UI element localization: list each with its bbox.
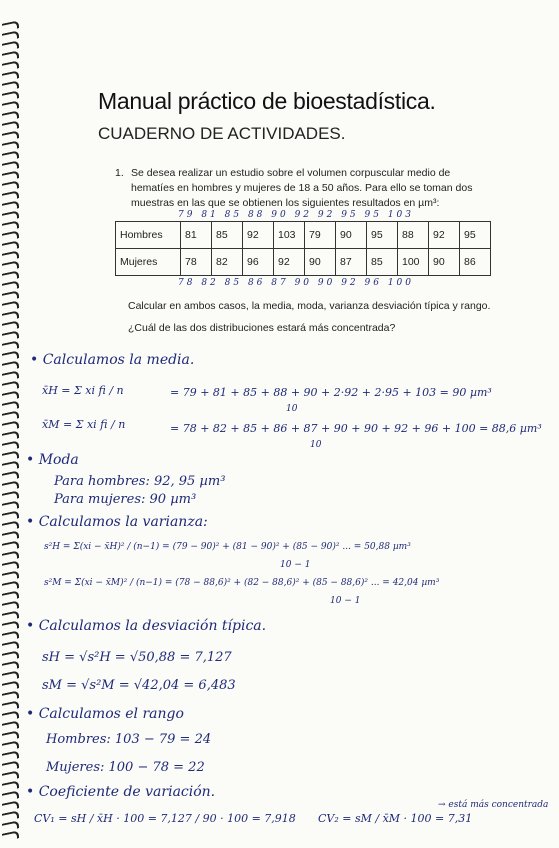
table-cell: 81 [181, 222, 212, 249]
spiral-ring [2, 780, 19, 792]
media-m-formula: x̄M = Σ xi fi / n [42, 418, 126, 431]
spiral-ring [2, 520, 19, 532]
spiral-ring [2, 660, 19, 672]
table-cell: 95 [460, 222, 491, 249]
spiral-ring [2, 700, 19, 712]
spiral-ring [2, 400, 19, 412]
spiral-ring [2, 440, 19, 452]
spiral-ring [2, 690, 19, 702]
spiral-ring [2, 670, 19, 682]
spiral-ring [2, 330, 19, 342]
spiral-ring [2, 110, 19, 122]
spiral-ring [2, 550, 19, 562]
spiral-ring [2, 20, 19, 32]
spiral-ring [2, 150, 19, 162]
cv-women: CV₂ = sM / x̄M · 100 = 7,31 [318, 812, 473, 825]
spiral-ring [2, 170, 19, 182]
spiral-ring [2, 540, 19, 552]
spiral-ring [2, 510, 19, 522]
table-cell: 92 [243, 222, 274, 249]
spiral-ring [2, 420, 19, 432]
sorted-women-annotation: 78 82 85 86 87 90 90 92 96 100 [178, 278, 414, 288]
spiral-ring [2, 450, 19, 462]
spiral-ring [2, 390, 19, 402]
spiral-ring [2, 300, 19, 312]
exercise-statement [115, 166, 485, 211]
page-title: Manual práctico de bioestadística. [98, 88, 436, 114]
table-row-label: Mujeres [116, 249, 181, 276]
instruction-1: Calcular en ambos casos, la media, moda, varianza desviación típica y rango. [128, 300, 491, 312]
spiral-ring [2, 280, 19, 292]
spiral-ring [2, 120, 19, 132]
table-cell: 85 [212, 222, 243, 249]
varianza-women-denominator: 10 − 1 [330, 596, 361, 606]
spiral-ring [2, 60, 19, 72]
table-cell: 86 [460, 249, 491, 276]
spiral-ring [2, 800, 19, 812]
spiral-ring [2, 720, 19, 732]
spiral-ring [2, 760, 19, 772]
media-m-denominator: 10 [310, 440, 322, 450]
spiral-ring [2, 790, 19, 802]
spiral-ring [2, 310, 19, 322]
spiral-ring [2, 140, 19, 152]
table-cell: 92 [429, 222, 460, 249]
spiral-ring [2, 270, 19, 282]
table-cell: 103 [274, 222, 305, 249]
moda-men: Para hombres: 92, 95 µm³ [54, 474, 226, 489]
spiral-ring [2, 370, 19, 382]
spiral-ring [2, 750, 19, 762]
spiral-ring [2, 830, 19, 842]
varianza-women: s²M = Σ(xi − x̄M)² / (n−1) = (78 − 88,6)² + (82 − 88,6)² + (85 − 88,6)² ... = 42,04 µm³ [44, 578, 440, 588]
table-row [116, 222, 491, 249]
spiral-ring [2, 770, 19, 782]
spiral-ring [2, 470, 19, 482]
rango-women: Mujeres: 100 − 78 = 22 [46, 760, 205, 775]
table-cell: 92 [274, 249, 305, 276]
cv-conclusion-note: → está más concentrada [438, 800, 549, 810]
instruction-2: ¿Cuál de las dos distribuciones estará más concentrada? [128, 322, 396, 334]
spiral-ring [2, 380, 19, 392]
cv-men: CV₁ = sH / x̄H · 100 = 7,127 / 90 · 100 = 7,918 [34, 812, 296, 825]
media-h-denominator: 10 [286, 404, 298, 414]
desviacion-heading: • Calculamos la desviación típica. [26, 618, 267, 634]
results-table [115, 221, 491, 276]
spiral-ring [2, 180, 19, 192]
spiral-ring [2, 480, 19, 492]
spiral-binding [0, 22, 18, 842]
spiral-ring [2, 290, 19, 302]
spiral-ring [2, 240, 19, 252]
spiral-ring [2, 490, 19, 502]
spiral-ring [2, 590, 19, 602]
table-cell: 95 [367, 222, 398, 249]
table-cell: 90 [305, 249, 336, 276]
table-cell: 100 [398, 249, 429, 276]
exercise-number: 1. [115, 167, 124, 179]
table-cell: 96 [243, 249, 274, 276]
table-cell: 85 [367, 249, 398, 276]
spiral-ring [2, 820, 19, 832]
spiral-ring [2, 570, 19, 582]
spiral-ring [2, 200, 19, 212]
varianza-men-denominator: 10 − 1 [280, 560, 311, 570]
media-m-result: = 78 + 82 + 85 + 86 + 87 + 90 + 90 + 92 + 96 + 100 = 88,6 µm³ [170, 422, 542, 435]
cv-heading: • Coeficiente de variación. [26, 784, 216, 800]
spiral-ring [2, 130, 19, 142]
table-cell: 82 [212, 249, 243, 276]
spiral-ring [2, 630, 19, 642]
sorted-men-annotation: 79 81 85 88 90 92 92 95 95 103 [178, 210, 414, 220]
spiral-ring [2, 100, 19, 112]
spiral-ring [2, 190, 19, 202]
spiral-ring [2, 210, 19, 222]
spiral-ring [2, 70, 19, 82]
desviacion-women: sM = √s²M = √42,04 = 6,483 [42, 678, 236, 693]
spiral-ring [2, 810, 19, 822]
spiral-ring [2, 320, 19, 332]
spiral-ring [2, 580, 19, 592]
table-cell: 79 [305, 222, 336, 249]
spiral-ring [2, 560, 19, 572]
spiral-ring [2, 650, 19, 662]
spiral-ring [2, 260, 19, 272]
spiral-ring [2, 30, 19, 42]
spiral-ring [2, 710, 19, 722]
media-h-result: = 79 + 81 + 85 + 88 + 90 + 2·92 + 2·95 + 103 = 90 µm³ [170, 386, 492, 399]
spiral-ring [2, 410, 19, 422]
spiral-ring [2, 360, 19, 372]
spiral-ring [2, 90, 19, 102]
rango-heading: • Calculamos el rango [26, 706, 184, 722]
spiral-ring [2, 250, 19, 262]
spiral-ring [2, 730, 19, 742]
rango-men: Hombres: 103 − 79 = 24 [46, 732, 212, 747]
spiral-ring [2, 430, 19, 442]
spiral-ring [2, 600, 19, 612]
spiral-ring [2, 610, 19, 622]
moda-women: Para mujeres: 90 µm³ [54, 492, 197, 507]
spiral-ring [2, 640, 19, 652]
page-subtitle: CUADERNO DE ACTIVIDADES. [98, 124, 346, 143]
spiral-ring [2, 50, 19, 62]
spiral-ring [2, 40, 19, 52]
table-cell: 88 [398, 222, 429, 249]
spiral-ring [2, 80, 19, 92]
table-row-label: Hombres [116, 222, 181, 249]
table-cell: 78 [181, 249, 212, 276]
spiral-ring [2, 500, 19, 512]
spiral-ring [2, 620, 19, 632]
moda-heading: • Moda [26, 452, 79, 468]
spiral-ring [2, 680, 19, 692]
spiral-ring [2, 460, 19, 472]
spiral-ring [2, 740, 19, 752]
table-cell: 87 [336, 249, 367, 276]
table-cell: 90 [429, 249, 460, 276]
spiral-ring [2, 340, 19, 352]
spiral-ring [2, 160, 19, 172]
table-row [116, 249, 491, 276]
desviacion-men: sH = √s²H = √50,88 = 7,127 [42, 650, 232, 665]
varianza-heading: • Calculamos la varianza: [26, 514, 208, 530]
exercise-text: Se desea realizar un estudio sobre el volumen corpuscular medio de hematíes en hombres y mujeres de 18 a 50 años. Para ello se toman dos muestras en las que se obtienen los siguientes resultados en µm³: [131, 167, 473, 209]
varianza-men: s²H = Σ(xi − x̄H)² / (n−1) = (79 − 90)² + (81 − 90)² + (85 − 90)² ... = 50,88 µm³ [44, 542, 411, 552]
spiral-ring [2, 230, 19, 242]
spiral-ring [2, 530, 19, 542]
media-heading: • Calculamos la media. [30, 352, 195, 368]
media-h-formula: x̄H = Σ xi fi / n [42, 384, 124, 397]
spiral-ring [2, 220, 19, 232]
spiral-ring [2, 350, 19, 362]
table-cell: 90 [336, 222, 367, 249]
